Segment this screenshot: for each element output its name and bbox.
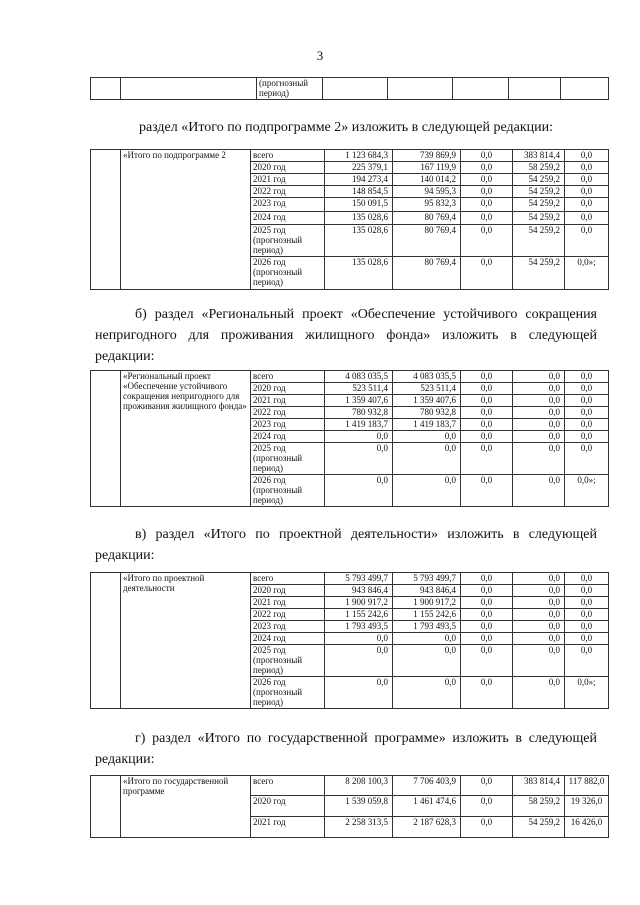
value-cell: 0,0 <box>513 431 565 443</box>
value-cell: 54 259,2 <box>513 186 565 198</box>
paragraph-text: г) раздел «Итого по государственной программе» изложить в следующей редакции: <box>95 731 597 767</box>
value-cell: 0,0 <box>393 633 461 645</box>
value-cell: 0,0 <box>565 621 609 633</box>
value-cell: 1 419 183,7 <box>325 419 393 431</box>
period-cell: 2021 год <box>251 174 325 186</box>
value-cell: 0,0 <box>461 431 513 443</box>
value-cell: 58 259,2 <box>513 162 565 174</box>
table-row <box>91 150 609 162</box>
value-cell: 0,0 <box>325 475 393 507</box>
value-cell: 0,0 <box>565 383 609 395</box>
value-cell: 0,0 <box>461 225 513 257</box>
value-cell: 0,0 <box>461 621 513 633</box>
value-cell: 0,0 <box>513 621 565 633</box>
value-cell: 0,0 <box>461 395 513 407</box>
table-subprogram-2-total <box>90 149 609 290</box>
value-cell: 739 869,9 <box>393 150 461 162</box>
value-cell: 135 028,6 <box>325 225 393 257</box>
value-cell: 95 832,3 <box>393 198 461 212</box>
section-instruction-1: раздел «Итого по подпрограмме 2» изложить в следующей редакции: <box>138 120 554 135</box>
value-cell: 1 359 407,6 <box>393 395 461 407</box>
value-cell: 0,0 <box>393 677 461 709</box>
value-cell: 780 932,8 <box>393 407 461 419</box>
value-cell: 0,0»; <box>565 257 609 290</box>
period-cell: всего <box>251 150 325 162</box>
value-cell: 0,0 <box>325 677 393 709</box>
value-cell: 54 259,2 <box>513 174 565 186</box>
period-cell: 2022 год <box>251 609 325 621</box>
period-cell: 2021 год <box>251 597 325 609</box>
value-cell: 0,0 <box>325 431 393 443</box>
table-regional-project <box>90 370 609 507</box>
period-cell: 2020 год <box>251 796 325 817</box>
period-cell: 2024 год <box>251 212 325 225</box>
value-cell: 0,0 <box>565 419 609 431</box>
value-cell: 148 854,5 <box>325 186 393 198</box>
value-cell: 0,0 <box>461 443 513 475</box>
value-cell: 0,0 <box>325 633 393 645</box>
value-cell: 0,0 <box>393 443 461 475</box>
top-fragment-table <box>90 77 609 100</box>
value-cell: 1 539 059,8 <box>325 796 393 817</box>
value-cell: 943 846,4 <box>393 585 461 597</box>
value-cell: 1 900 917,2 <box>325 597 393 609</box>
value-cell: 0,0 <box>565 645 609 677</box>
period-cell: всего <box>251 776 325 796</box>
value-cell: 135 028,6 <box>325 212 393 225</box>
period-cell: 2026 год (прогнозный период) <box>251 257 325 290</box>
value-cell: 2 258 313,5 <box>325 817 393 838</box>
value-cell: 54 259,2 <box>513 817 565 838</box>
period-cell: 2024 год <box>251 431 325 443</box>
value-cell: 0,0 <box>565 443 609 475</box>
value-cell: 16 426,0 <box>565 817 609 838</box>
value-cell: 1 461 474,6 <box>393 796 461 817</box>
value-cell: 0,0 <box>461 419 513 431</box>
value-cell: 0,0 <box>461 257 513 290</box>
value-cell: 0,0 <box>461 212 513 225</box>
value-cell: 0,0 <box>325 443 393 475</box>
value-cell: 54 259,2 <box>513 225 565 257</box>
period-cell: 2025 год (прогнозный период) <box>251 443 325 475</box>
value-cell: 0,0 <box>513 585 565 597</box>
value-cell: 54 259,2 <box>513 198 565 212</box>
value-cell: 0,0 <box>461 371 513 383</box>
value-cell: 383 814,4 <box>513 776 565 796</box>
value-cell: 80 769,4 <box>393 257 461 290</box>
value-cell: 0,0 <box>513 633 565 645</box>
value-cell: 0,0 <box>461 162 513 174</box>
period-cell: 2026 год (прогнозный период) <box>251 677 325 709</box>
period-cell: 2022 год <box>251 407 325 419</box>
value-cell: 4 083 035,5 <box>393 371 461 383</box>
value-cell: 0,0 <box>513 573 565 585</box>
value-cell: 54 259,2 <box>513 212 565 225</box>
period-cell: 2023 год <box>251 198 325 212</box>
value-cell: 943 846,4 <box>325 585 393 597</box>
paragraph-text: б) раздел «Региональный проект «Обеспечение устойчивого сокращения непригодного для проживания жилищного фонда» изложить в следующей редакции: <box>95 307 597 364</box>
value-cell: 0,0 <box>461 645 513 677</box>
value-cell: 0,0 <box>461 383 513 395</box>
value-cell: 19 326,0 <box>565 796 609 817</box>
value-cell: 0,0 <box>565 150 609 162</box>
period-cell: 2023 год <box>251 621 325 633</box>
value-cell: 8 208 100,3 <box>325 776 393 796</box>
value-cell: 0,0 <box>461 573 513 585</box>
section-instruction-3 <box>95 524 597 566</box>
value-cell: 54 259,2 <box>513 257 565 290</box>
section-name-cell: «Итого по государственной программе <box>121 776 251 838</box>
period-cell: 2025 год (прогнозный период) <box>251 645 325 677</box>
table-row <box>91 371 609 383</box>
value-cell: 0,0 <box>565 186 609 198</box>
page-number: 3 <box>316 48 324 63</box>
value-cell: 0,0 <box>513 419 565 431</box>
value-cell: 0,0 <box>565 585 609 597</box>
value-cell: 0,0 <box>513 677 565 709</box>
value-cell: 1 155 242,6 <box>393 609 461 621</box>
period-cell: 2023 год <box>251 419 325 431</box>
value-cell: 523 511,4 <box>393 383 461 395</box>
value-cell: 0,0 <box>461 174 513 186</box>
section-instruction-4 <box>95 728 597 770</box>
value-cell: 5 793 499,7 <box>393 573 461 585</box>
value-cell: 0,0 <box>461 633 513 645</box>
value-cell: 2 187 628,3 <box>393 817 461 838</box>
value-cell: 0,0»; <box>565 475 609 507</box>
value-cell: 0,0 <box>393 431 461 443</box>
period-cell: 2021 год <box>251 395 325 407</box>
value-cell: 7 706 403,9 <box>393 776 461 796</box>
value-cell: 0,0 <box>461 796 513 817</box>
value-cell: 1 793 493,5 <box>325 621 393 633</box>
value-cell: 0,0 <box>461 585 513 597</box>
value-cell: 0,0 <box>461 817 513 838</box>
value-cell: 0,0 <box>461 677 513 709</box>
value-cell: 0,0 <box>461 609 513 621</box>
value-cell: 0,0 <box>513 597 565 609</box>
value-cell: 80 769,4 <box>393 212 461 225</box>
value-cell: 1 359 407,6 <box>325 395 393 407</box>
value-cell: 0,0 <box>565 431 609 443</box>
value-cell: 1 155 242,6 <box>325 609 393 621</box>
value-cell: 0,0 <box>565 212 609 225</box>
value-cell: 0,0 <box>513 443 565 475</box>
value-cell: 0,0 <box>565 407 609 419</box>
table-cell: (прогнозный период) <box>257 78 323 100</box>
value-cell: 0,0 <box>565 395 609 407</box>
value-cell: 94 595,3 <box>393 186 461 198</box>
value-cell: 4 083 035,5 <box>325 371 393 383</box>
empty-cell <box>91 371 121 507</box>
value-cell: 0,0 <box>565 371 609 383</box>
empty-cell <box>91 776 121 838</box>
period-cell: 2021 год <box>251 817 325 838</box>
value-cell: 523 511,4 <box>325 383 393 395</box>
empty-cell <box>91 573 121 709</box>
section-name-cell: «Итого по проектной деятельности <box>121 573 251 709</box>
value-cell: 194 273,4 <box>325 174 393 186</box>
value-cell: 0,0 <box>565 162 609 174</box>
period-cell: 2024 год <box>251 633 325 645</box>
value-cell: 0,0 <box>565 573 609 585</box>
value-cell: 1 419 183,7 <box>393 419 461 431</box>
empty-cell <box>91 150 121 290</box>
value-cell: 167 119,9 <box>393 162 461 174</box>
period-cell: 2022 год <box>251 186 325 198</box>
value-cell: 0,0»; <box>565 677 609 709</box>
paragraph-text: в) раздел «Итого по проектной деятельности» изложить в следующей редакции: <box>95 527 597 563</box>
value-cell: 0,0 <box>461 407 513 419</box>
section-instruction-2 <box>95 304 597 367</box>
value-cell: 0,0 <box>565 633 609 645</box>
value-cell: 0,0 <box>461 597 513 609</box>
value-cell: 0,0 <box>325 645 393 677</box>
value-cell: 0,0 <box>565 198 609 212</box>
value-cell: 58 259,2 <box>513 796 565 817</box>
value-cell: 0,0 <box>461 186 513 198</box>
value-cell: 0,0 <box>393 475 461 507</box>
value-cell: 225 379,1 <box>325 162 393 174</box>
value-cell: 1 900 917,2 <box>393 597 461 609</box>
value-cell: 5 793 499,7 <box>325 573 393 585</box>
value-cell: 0,0 <box>513 609 565 621</box>
period-cell: всего <box>251 371 325 383</box>
table-project-activity-total <box>90 572 609 709</box>
value-cell: 0,0 <box>513 383 565 395</box>
table-row <box>91 573 609 585</box>
table-row <box>91 776 609 796</box>
section-name-cell: «Итого по подпрограмме 2 <box>121 150 251 290</box>
value-cell: 0,0 <box>461 475 513 507</box>
value-cell: 0,0 <box>513 407 565 419</box>
period-cell: 2020 год <box>251 383 325 395</box>
table-state-program-total <box>90 775 609 838</box>
section-name-cell: «Региональный проект «Обеспечение устойчивого сокращения непригодного для проживания жилищного фонда» <box>121 371 251 507</box>
value-cell: 0,0 <box>513 395 565 407</box>
value-cell: 383 814,4 <box>513 150 565 162</box>
value-cell: 117 882,0 <box>565 776 609 796</box>
value-cell: 0,0 <box>513 645 565 677</box>
period-cell: 2026 год (прогнозный период) <box>251 475 325 507</box>
period-cell: 2020 год <box>251 162 325 174</box>
value-cell: 0,0 <box>461 150 513 162</box>
value-cell: 0,0 <box>565 609 609 621</box>
period-cell: всего <box>251 573 325 585</box>
value-cell: 140 014,2 <box>393 174 461 186</box>
value-cell: 80 769,4 <box>393 225 461 257</box>
value-cell: 780 932,8 <box>325 407 393 419</box>
value-cell: 0,0 <box>565 597 609 609</box>
value-cell: 150 091,5 <box>325 198 393 212</box>
value-cell: 0,0 <box>513 475 565 507</box>
value-cell: 0,0 <box>393 645 461 677</box>
value-cell: 135 028,6 <box>325 257 393 290</box>
value-cell: 0,0 <box>513 371 565 383</box>
value-cell: 1 793 493,5 <box>393 621 461 633</box>
period-cell: 2025 год (прогнозный период) <box>251 225 325 257</box>
period-cell: 2020 год <box>251 585 325 597</box>
value-cell: 0,0 <box>461 198 513 212</box>
value-cell: 0,0 <box>565 225 609 257</box>
value-cell: 1 123 684,3 <box>325 150 393 162</box>
value-cell: 0,0 <box>565 174 609 186</box>
value-cell: 0,0 <box>461 776 513 796</box>
